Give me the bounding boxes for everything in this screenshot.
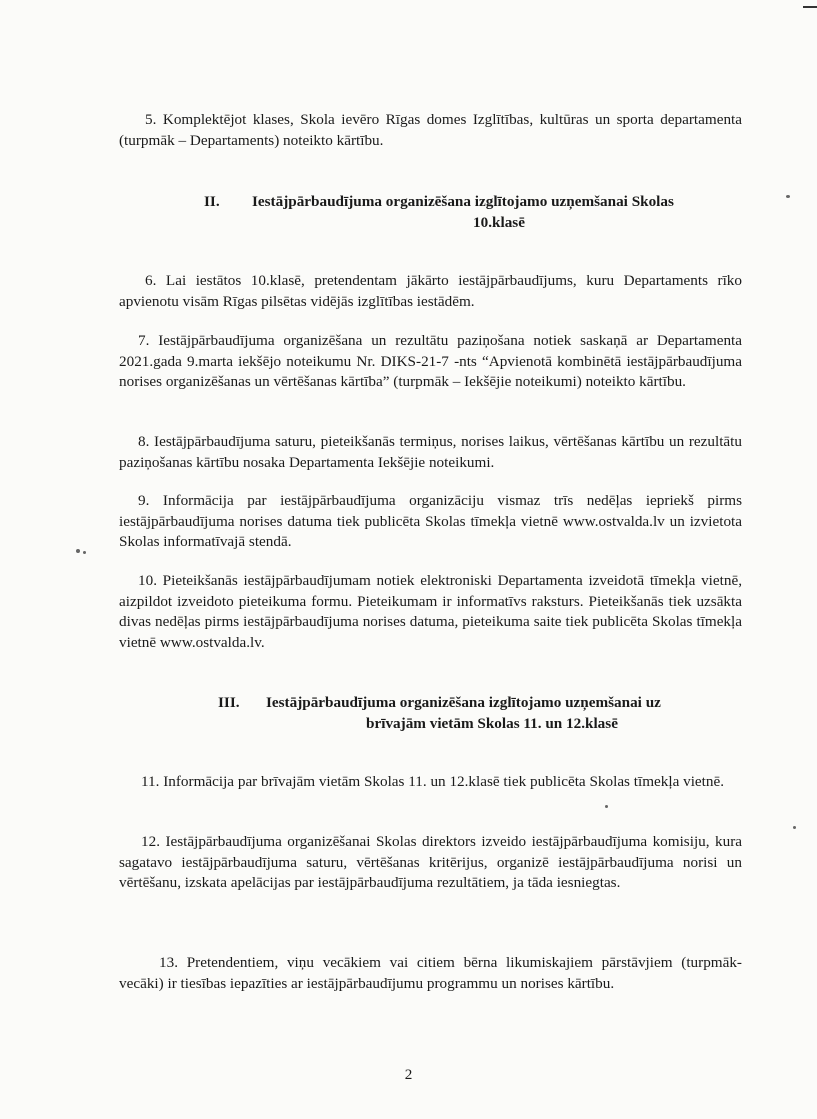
paragraph-5: 5. Komplektējot klases, Skola ievēro Rīgas domes Izglītības, kultūras un sporta departamenta (turpmāk – Departaments) noteikto kārtību. <box>119 111 742 149</box>
scan-speck <box>605 805 608 808</box>
page-number: 2 <box>404 1066 413 1083</box>
section-heading-2 <box>204 192 734 233</box>
paragraph-12: 12. Iestājpārbaudījuma organizēšanai Skolas direktors izveido iestājpārbaudījuma komisiju, kura sagatavo iestājpārbaudījuma saturu, vērtēšanas kritērijus, organizē iestājpārbaudījuma norisi un vērtēšanu, izskata apelācijas par iestājpārbaudījuma rezultātiem, ja tāda iesniegtas. <box>119 833 742 891</box>
section-heading-3 <box>218 693 718 734</box>
section-title-line1: Iestājpārbaudījuma organizēšana izglītojamo uzņemšanai uz <box>266 694 661 711</box>
section-number: III. <box>218 694 240 711</box>
paragraph-13: 13. Pretendentiem, viņu vecākiem vai citiem bērna likumiskajiem pārstāvjiem (turpmāk-vecāki) ir tiesības iepazīties ar iestājpārbaudījumu programmu un norises kārtību. <box>119 954 742 992</box>
section-title-line2: brīvajām vietām Skolas 11. un 12.klasē <box>366 714 618 732</box>
scan-corner-mark <box>803 6 817 8</box>
section-title-line2: 10.klasē <box>473 213 525 231</box>
section-title-line1: Iestājpārbaudījuma organizēšana izglītojamo uzņemšanai Skolas <box>252 193 674 210</box>
scan-speck <box>793 826 796 829</box>
paragraph-8: 8. Iestājpārbaudījuma saturu, pieteikšanās termiņus, norises laikus, vērtēšanas kārtību un rezultātu paziņošanas kārtību nosaka Departamenta Iekšējie noteikumi. <box>119 433 742 471</box>
scan-speck <box>786 195 790 198</box>
scan-speck <box>76 549 80 553</box>
section-number: II. <box>204 193 220 210</box>
paragraph-7: 7. Iestājpārbaudījuma organizēšana un rezultātu paziņošana notiek saskaņā ar Departamenta 2021.gada 9.marta iekšējo noteikumu Nr. DIKS-21-7 -nts “Apvienotā kombinētā iestājpārbaudījuma norises organizēšanas un vērtēšanas kārtība” (turpmāk – Iekšējie noteikumi) noteikto kārtību. <box>119 332 742 390</box>
paragraph-6: 6. Lai iestātos 10.klasē, pretendentam jākārto iestājpārbaudījums, kuru Departaments rīko apvienotu visām Rīgas pilsētas vidējās izglītības iestādēm. <box>119 272 742 310</box>
paragraph-11: 11. Informācija par brīvajām vietām Skolas 11. un 12.klasē tiek publicēta Skolas tīmekļa vietnē. <box>141 773 725 790</box>
paragraph-10: 10. Pieteikšanās iestājpārbaudījumam notiek elektroniski Departamenta izveidotā tīmekļa vietnē, aizpildot izveidoto pieteikuma formu. Pieteikumam ir informatīvs raksturs. Pieteikšanās tiek uzsākta divas nedēļas pirms iestājpārbaudījuma norises datuma, pieteikuma saite tiek publicēta Skolas tīmekļa vietnē www.ostvalda.lv. <box>119 572 742 651</box>
scan-speck <box>83 551 86 554</box>
paragraph-9: 9. Informācija par iestājpārbaudījuma organizāciju vismaz trīs nedēļas iepriekš pirms iestājpārbaudījuma norises datuma tiek publicēta Skolas tīmekļa vietnē www.ostvalda.lv un izvietota Skolas informatīvajā stendā. <box>119 492 742 550</box>
